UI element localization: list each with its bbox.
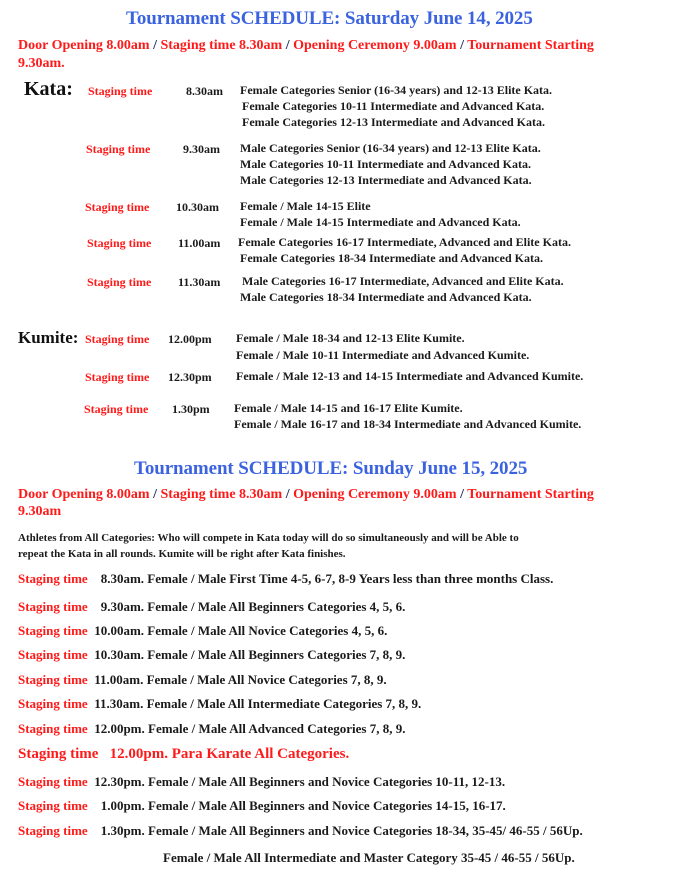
schedule-row (18, 599, 405, 615)
staging-label: Staging time (87, 236, 152, 250)
schedule-row (18, 721, 405, 737)
category-line: Male Categories 12-13 Intermediate and Advanced Kata. (240, 173, 532, 187)
staging-time-value: 8.30am (186, 84, 223, 98)
category-line: Male Categories Senior (16-34 years) and 12-13 Elite Kata. (240, 141, 541, 155)
schedule-row (18, 798, 506, 814)
staging-label: Staging time (18, 672, 88, 687)
category-line: Female / Male 14-15 and 16-17 Elite Kumite. (234, 401, 463, 415)
schedule-row (18, 774, 505, 790)
schedule-row (18, 571, 553, 587)
staging-label: Staging time (87, 275, 152, 289)
door-opening: Door Opening 8.00am (18, 487, 150, 502)
category-line: Female Categories 10-11 Intermediate and Advanced Kata. (242, 99, 545, 113)
staging-time-value: 10.30am (176, 200, 219, 214)
category-line: Female / Male 14-15 Intermediate and Advanced Kata. (240, 215, 521, 229)
separator: / (460, 38, 464, 53)
kumite-label: Kumite: (18, 328, 79, 347)
staging-label: Staging time (18, 721, 88, 736)
door-opening: Door Opening 8.00am (18, 38, 150, 53)
row-text: 8.30am. Female / Male First Time 4-5, 6-7, 8-9 Years less than three months Class. (100, 571, 554, 586)
row-text: 12.00pm. Female / Male All Advanced Categories 7, 8, 9. (94, 721, 406, 736)
staging-time-value: 9.30am (183, 142, 220, 156)
schedule-row (18, 696, 421, 712)
category-line: Male Categories 10-11 Intermediate and Advanced Kata. (240, 157, 531, 171)
category-line: Female Categories 16-17 Intermediate, Advanced and Elite Kata. (238, 235, 571, 249)
sunday-title: Tournament SCHEDULE: Sunday June 15, 2025 (134, 458, 528, 479)
staging-label: Staging time (85, 370, 150, 384)
category-line: Female / Male 12-13 and 14-15 Intermediate and Advanced Kumite. (236, 369, 584, 383)
staging-label: Staging time (18, 571, 88, 586)
kata-label: Kata: (24, 78, 73, 100)
staging-time-value: 12.30pm (168, 370, 212, 384)
saturday-start-time: 9.30am. (18, 56, 65, 71)
row-text: 10.30am. Female / Male All Beginners Categories 7, 8, 9. (94, 647, 406, 662)
tournament-starting: Tournament Starting (467, 38, 594, 53)
staging-label: Staging time (85, 332, 150, 346)
staging-time: Staging time 8.30am (160, 38, 283, 53)
category-line: Female Categories 12-13 Intermediate and Advanced Kata. (242, 115, 545, 129)
category-line: Female / Male 16-17 and 18-34 Intermediate and Advanced Kumite. (234, 417, 582, 431)
row-text: 12.30pm. Female / Male All Beginners and Novice Categories 10-11, 12-13. (94, 774, 506, 789)
category-line: Female / Male 10-11 Intermediate and Advanced Kumite. (236, 348, 530, 362)
schedule-row-para-karate (18, 746, 349, 763)
category-line: Female / Male 18-34 and 12-13 Elite Kumite. (236, 331, 465, 345)
staging-label: Staging time (18, 823, 88, 838)
staging-time-value: 12.00pm (168, 332, 212, 346)
row-text: 11.00am. Female / Male All Novice Categories 7, 8, 9. (94, 672, 387, 687)
staging-time-value: 1.30pm (172, 402, 210, 416)
schedule-row (18, 672, 387, 688)
staging-time-value: 11.00am (178, 236, 221, 250)
separator: / (285, 487, 290, 502)
sunday-note: repeat the Kata in all rounds. Kumite will be right after Kata finishes. (18, 548, 346, 560)
staging-label: Staging time (86, 142, 151, 156)
row-text: 1.00pm. Female / Male All Beginners and Novice Categories 14-15, 16-17. (100, 798, 506, 813)
staging-label: Staging time (18, 599, 88, 614)
separator: / (153, 487, 157, 502)
staging-time: Staging time 8.30am (160, 487, 283, 502)
staging-label: Staging time (18, 746, 99, 762)
staging-time-value: 11.30am (178, 275, 221, 289)
saturday-title: Tournament SCHEDULE: Saturday June 14, 2025 (126, 8, 533, 29)
category-line: Female Categories 18-34 Intermediate and Advanced Kata. (240, 251, 543, 265)
schedule-row-final: Female / Male All Intermediate and Master Category 35-45 / 46-55 / 56Up. (163, 850, 575, 865)
staging-label: Staging time (88, 84, 153, 98)
category-line: Male Categories 18-34 Intermediate and Advanced Kata. (240, 290, 532, 304)
staging-label: Staging time (18, 647, 88, 662)
opening-ceremony: Opening Ceremony 9.00am (293, 487, 457, 502)
category-line: Female / Male 14-15 Elite (240, 199, 371, 213)
row-text: 12.00pm. Para Karate All Categories. (109, 746, 350, 762)
row-text: 9.30am. Female / Male All Beginners Categories 4, 5, 6. (100, 599, 406, 614)
staging-label: Staging time (18, 696, 88, 711)
staging-label: Staging time (84, 402, 149, 416)
opening-ceremony: Opening Ceremony 9.00am (293, 38, 457, 53)
staging-label: Staging time (18, 798, 88, 813)
row-text: 11.30am. Female / Male All Intermediate Categories 7, 8, 9. (94, 696, 422, 711)
staging-label: Staging time (85, 200, 150, 214)
saturday-intro (18, 37, 594, 54)
row-text: 1.30pm. Female / Male All Beginners and Novice Categories 18-34, 35-45/ 46-55 / 56Up. (100, 823, 583, 838)
separator: / (153, 38, 157, 53)
staging-label: Staging time (18, 774, 88, 789)
schedule-row (18, 623, 387, 639)
category-line: Female Categories Senior (16-34 years) and 12-13 Elite Kata. (240, 83, 553, 97)
staging-label: Staging time (18, 623, 88, 638)
sunday-start-time: 9.30am (18, 504, 62, 519)
schedule-row (18, 823, 583, 839)
sunday-note: Athletes from All Categories: Who will compete in Kata today will do so simultaneously and will be Able to (18, 532, 519, 544)
separator: / (460, 487, 464, 502)
sunday-intro (18, 486, 594, 503)
schedule-row (18, 647, 405, 663)
row-text: 10.00am. Female / Male All Novice Categories 4, 5, 6. (94, 623, 388, 638)
category-line: Male Categories 16-17 Intermediate, Advanced and Elite Kata. (242, 274, 564, 288)
tournament-starting: Tournament Starting (467, 487, 594, 502)
separator: / (285, 38, 290, 53)
